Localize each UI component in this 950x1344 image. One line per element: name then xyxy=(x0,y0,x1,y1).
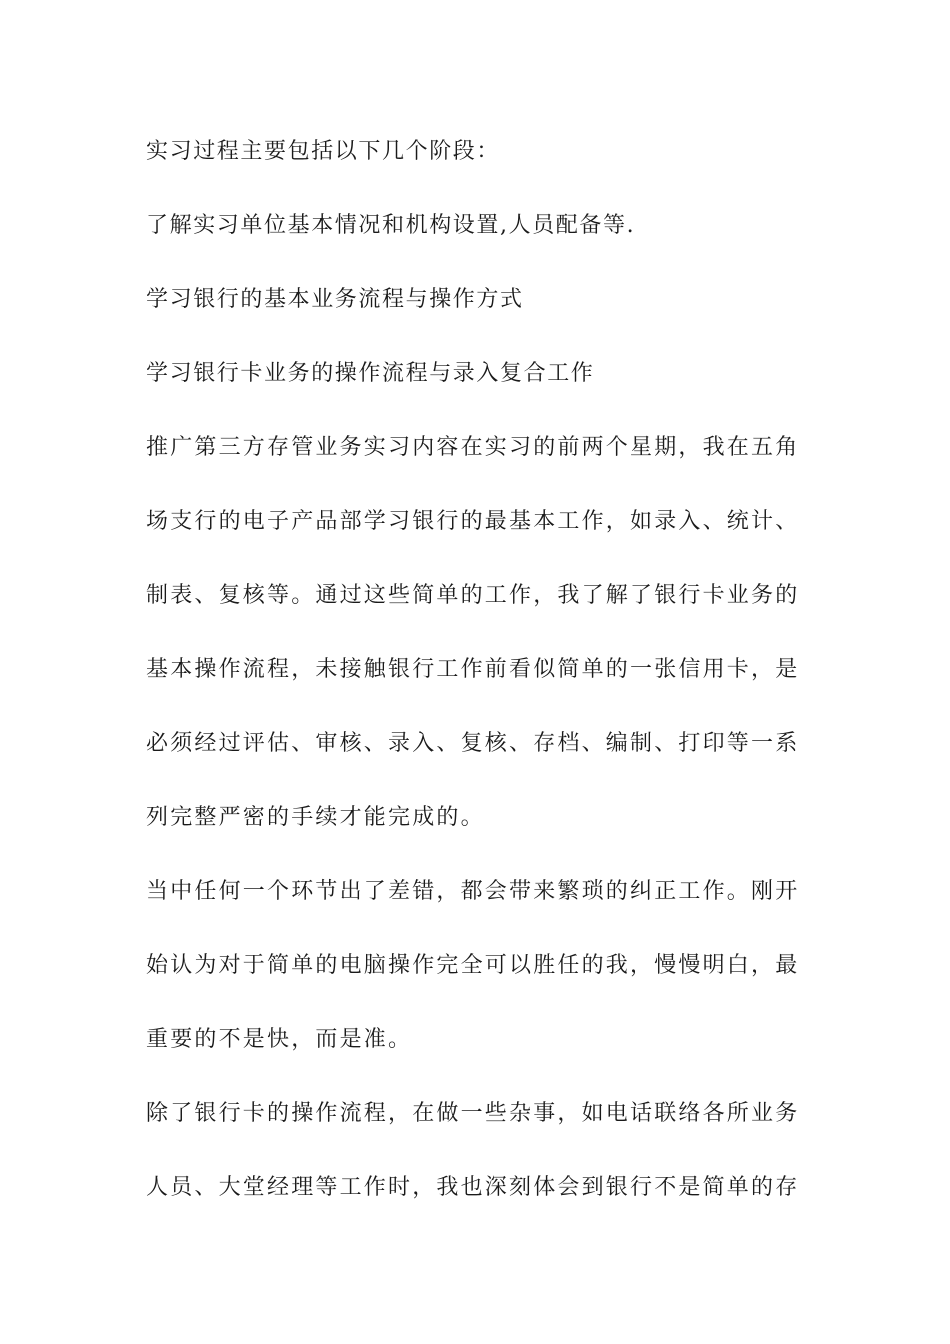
text-line-paragraph1-4: 基本操作流程，未接触银行工作前看似简单的一张信用卡，是 xyxy=(146,657,800,682)
text-line-paragraph2-3: 重要的不是快，而是准。 xyxy=(146,1027,413,1052)
text-line-learn-card-business: 学习银行卡业务的操作流程与录入复合工作 xyxy=(146,361,595,386)
text-line-stages-intro: 实习过程主要包括以下几个阶段： xyxy=(146,139,501,164)
text-line-paragraph1-3: 制表、复核等。通过这些简单的工作，我了解了银行卡业务的 xyxy=(146,583,800,608)
text-line-paragraph2-2: 始认为对于简单的电脑操作完全可以胜任的我，慢慢明白，最 xyxy=(146,953,800,978)
text-line-paragraph1-2: 场支行的电子产品部学习银行的最基本工作，如录入、统计、 xyxy=(146,509,800,534)
text-line-paragraph1-6: 列完整严密的手续才能完成的。 xyxy=(146,805,485,830)
text-line-paragraph1-5: 必须经过评估、审核、录入、复核、存档、编制、打印等一系 xyxy=(146,731,800,756)
text-line-understand-unit: 了解实习单位基本情况和机构设置,人员配备等. xyxy=(146,213,636,238)
text-line-paragraph3-2: 人员、大堂经理等工作时，我也深刻体会到银行不是简单的存 xyxy=(146,1175,800,1200)
text-line-learn-basic-business: 学习银行的基本业务流程与操作方式 xyxy=(146,287,524,312)
text-line-paragraph2-1: 当中任何一个环节出了差错，都会带来繁琐的纠正工作。刚开 xyxy=(146,879,800,904)
text-line-paragraph3-1: 除了银行卡的操作流程，在做一些杂事，如电话联络各所业务 xyxy=(146,1101,800,1126)
text-line-paragraph1-1: 推广第三方存管业务实习内容在实习的前两个星期，我在五角 xyxy=(146,435,800,460)
